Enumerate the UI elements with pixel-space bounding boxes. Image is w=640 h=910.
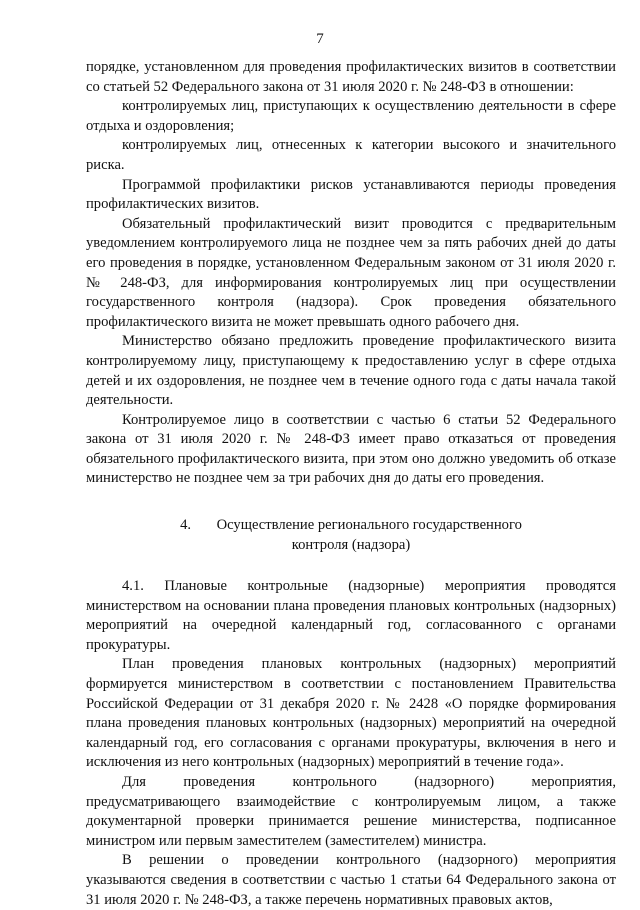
paragraph: 4.1. Плановые контрольные (надзорные) мероприятия проводятся министерством на основании плана проведения плановых контрольных (надзорных) мероприятий на очередной календарный год, согласованного с органами прокуратуры. <box>86 578 616 653</box>
paragraph: порядке, установленном для проведения профилактических визитов в соответствии со статьей 52 Федерального закона от 31 июля 2020 г. № 248-ФЗ в отношении: <box>86 59 616 95</box>
paragraph: Обязательный профилактический визит проводится с предварительным уведомлением контролируемого лица не позднее чем за пять рабочих дней до даты его проведения в порядке, установленном Федеральным законом от 31 июля 2020 г. № 248-ФЗ, для информирования контролируемых лиц при осуществлении государственного контроля (надзора). Срок проведения обязательного профилактического визита не может превышать одного рабочего дня. <box>86 215 616 330</box>
document-body <box>86 58 616 910</box>
paragraph: Министерство обязано предложить проведение профилактического визита контролируемому лицу, приступающему к предоставлению услуг в сфере отдыха детей и их оздоровления, не позднее чем в течение одного года с даты начала такой деятельности. <box>86 333 616 409</box>
paragraph: План проведения плановых контрольных (надзорных) мероприятий формируется министерством в соответствии с постановлением Правительства Российской Федерации от 31 декабря 2020 г. № 2428 «О порядке формирования плана проведения плановых контрольных (надзорных) мероприятий на очередной календарный год, его согласования с органами прокуратуры, включения в него и исключения из него контрольных (надзорных) мероприятий в течение года». <box>86 656 616 771</box>
paragraph: контролируемых лиц, отнесенных к категории высокого и значительного риска. <box>86 137 616 173</box>
section-number: 4. <box>180 517 192 534</box>
section-heading <box>86 515 616 555</box>
paragraph: Контролируемое лицо в соответствии с частью 6 статьи 52 Федерального закона от 31 июля 2020 г. № 248-ФЗ имеет право отказаться от проведения обязательного профилактического визита, при этом оно должно уведомить об отказе министерство не позднее чем за три рабочих дня до даты его проведения. <box>86 411 616 487</box>
paragraph: Для проведения контрольного (надзорного) мероприятия, предусматривающего взаимодействие с контролируемым лицом, а также документарной проверки принимается решение министерства, подписанное министром или первым заместителем (заместителем) министра. <box>86 774 616 849</box>
section-heading-line-1 <box>86 515 616 535</box>
page-number: 7 <box>316 31 324 47</box>
section-title-line-2: контроля (надзора) <box>291 537 411 554</box>
section-title-line-1: Осуществление регионального государственного <box>216 517 522 534</box>
paragraph: Программой профилактики рисков устанавливаются периоды проведения профилактических визитов. <box>86 176 616 213</box>
paragraph: контролируемых лиц, приступающих к осуществлению деятельности в сфере отдыха и оздоровления; <box>86 98 616 134</box>
paragraph: В решении о проведении контрольного (надзорного) мероприятия указываются сведения в соответствии с частью 1 статьи 64 Федерального закона от 31 июля 2020 г. № 248-ФЗ, а также перечень нормативных правовых актов, <box>86 852 616 908</box>
